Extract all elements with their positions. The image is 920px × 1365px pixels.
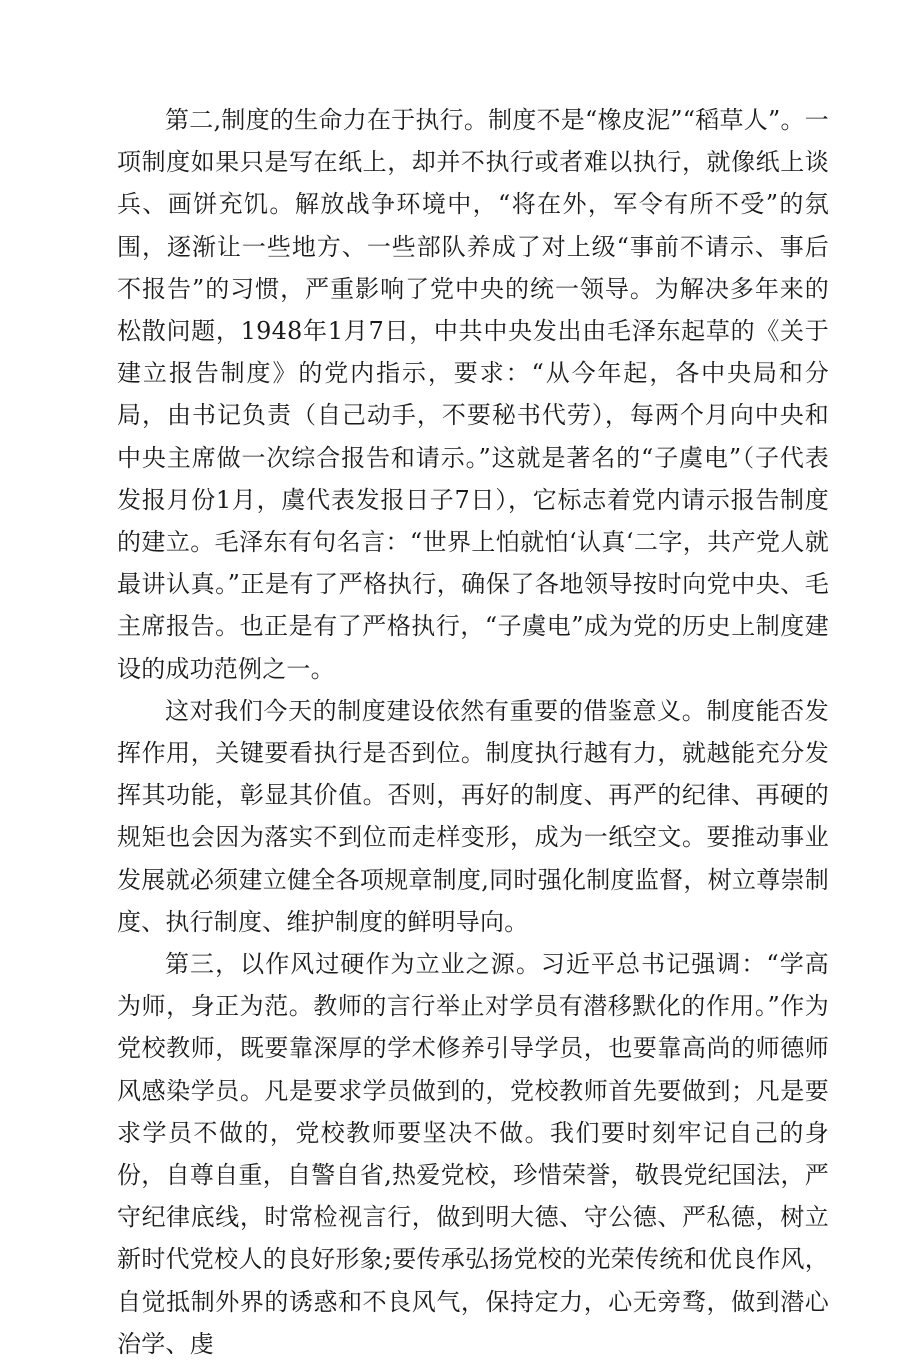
paragraph-system-execution: 第二,制度的生命力在于执行。制度不是“橡皮泥”“稻草人”。一项制度如果只是写在纸上，却并不执行或者难以执行，就像纸上谈兵、画饼充饥。解放战争环境中，“将在外，军令有所不受”的氛围，逐渐让一些地方、一些部队养成了对上级“事前不请示、事后不报告”的习惯，严重影响了党中央的统一领导。为解决多年来的松散问题，1948年1月7日，中共中央发出由毛泽东起草的《关于建立报告制度》的党内指示，要求：“从今年起，各中央局和分局，由书记负责（自己动手，不要秘书代劳），每两个月向中央和中央主席做一次综合报告和请示。”这就是著名的“子虞电”（子代表发报月份1月，虞代表发报日子7日），它标志着党内请示报告制度的建立。毛泽东有句名言：“世界上怕就怕‘认真‘二字，共产党人就最讲认真。”正是有了严格执行，确保了各地领导按时向党中央、毛主席报告。也正是有了严格执行，“子虞电”成为党的历史上制度建设的成功范例之一。 bbox=[117, 106, 829, 683]
document-body bbox=[117, 99, 829, 1365]
paragraph-work-style: 第三，以作风过硬作为立业之源。习近平总书记强调：“学高为师，身正为范。教师的言行举止对学员有潜移默化的作用。”作为党校教师，既要靠深厚的学术修养引导学员，也要靠高尚的师德师风感染学员。凡是要求学员做到的，党校教师首先要做到；凡是要求学员不做的，党校教师要坚决不做。我们要时刻牢记自己的身份，自尊自重，自警自省,热爱党校，珍惜荣誉，敬畏党纪国法，严守纪律底线，时常检视言行，做到明大德、守公德、严私德，树立新时代党校人的良好形象;要传承弘扬党校的光荣传统和优良作风，自觉抵制外界的诱惑和不良风气，保持定力，心无旁骛，做到潜心治学、虔 bbox=[117, 950, 829, 1358]
paragraph-reference-significance: 这对我们今天的制度建设依然有重要的借鉴意义。制度能否发挥作用，关键要看执行是否到位。制度执行越有力，就越能充分发挥其功能，彰显其价值。否则，再好的制度、再严的纪律、再硬的规矩也会因为落实不到位而走样变形，成为一纸空文。要推动事业发展就必须建立健全各项规章制度,同时强化制度监督，树立尊崇制度、执行制度、维护制度的鲜明导向。 bbox=[117, 696, 829, 936]
